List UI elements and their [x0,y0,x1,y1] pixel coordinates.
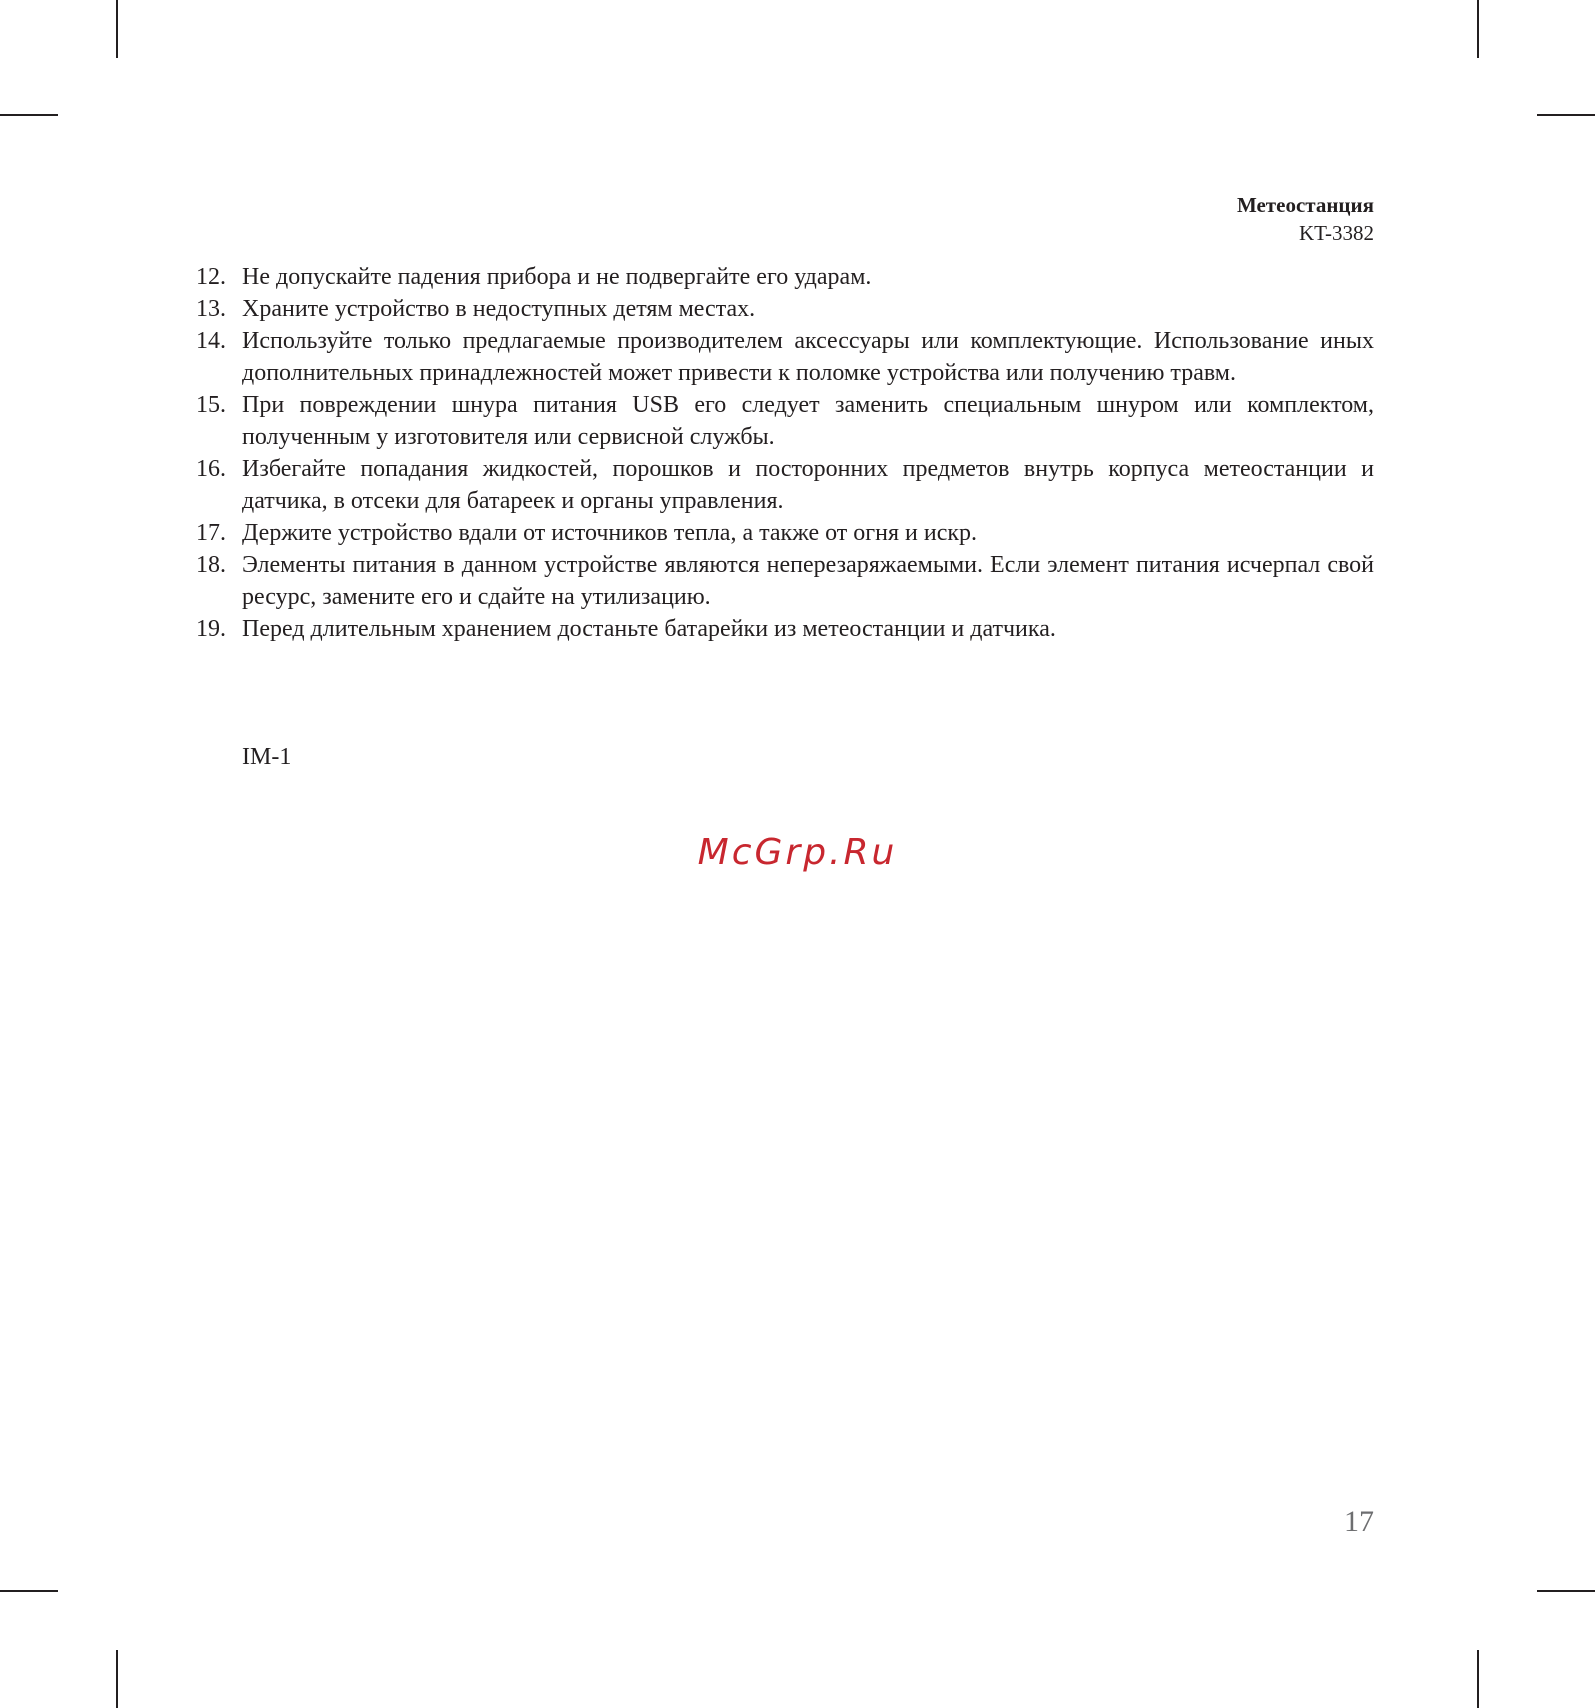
list-item [196,517,1374,549]
item-number: 16. [196,456,226,482]
header-model: KT-3382 [1298,221,1374,245]
document-code: IM-1 [242,744,292,770]
list-item [196,325,1374,389]
item-text: Не допускайте падения прибора и не подвергайте его ударам. [242,264,872,290]
item-text: Элементы питания в данном устройстве являются неперезаряжаемыми. Если элемент питания исчерпал свой ресурс, замените его и сдайте на утилизацию. [242,552,1374,610]
safety-instructions-list [196,261,1374,645]
list-item [196,261,1374,293]
crop-mark-top-right-horizontal [1537,114,1595,116]
item-number: 14. [196,328,226,354]
list-item [196,613,1374,645]
crop-mark-bottom-left-horizontal [0,1590,58,1592]
list-item [196,293,1374,325]
item-text: Держите устройство вдали от источников тепла, а также от огня и искр. [242,520,978,546]
header-title: Метеостанция [1236,193,1374,217]
item-text: Используйте только предлагаемые производителем аксессуары или комплектующие. Использование иных дополнительных принадлежностей может привести к поломке устройства или получению травм. [242,328,1374,386]
item-number: 19. [196,616,226,642]
crop-mark-top-right-vertical [1477,0,1479,58]
running-header [1237,191,1374,247]
list-item [196,389,1374,453]
item-number: 13. [196,296,226,322]
list-item [196,453,1374,517]
watermark: McGrp.Ru [697,832,898,873]
item-text: Храните устройство в недоступных детям местах. [242,296,756,322]
item-number: 12. [196,264,226,290]
crop-mark-top-left-horizontal [0,114,58,116]
page-number: 17 [1344,1505,1374,1538]
item-number: 18. [196,552,226,578]
item-text: Перед длительным хранением достаньте батарейки из метеостанции и датчика. [242,616,1056,642]
item-number: 17. [196,520,226,546]
item-text: При повреждении шнура питания USB его следует заменить специальным шнуром или комплектом, полученным у изготовителя или сервисной службы. [242,392,1374,450]
crop-mark-bottom-left-vertical [116,1650,118,1708]
crop-mark-bottom-right-horizontal [1537,1590,1595,1592]
item-number: 15. [196,392,226,418]
list-item [196,549,1374,613]
item-text: Избегайте попадания жидкостей, порошков и посторонних предметов внутрь корпуса метеостанции и датчика, в отсеки для батареек и органы управления. [242,456,1374,514]
crop-mark-top-left-vertical [116,0,118,58]
crop-mark-bottom-right-vertical [1477,1650,1479,1708]
